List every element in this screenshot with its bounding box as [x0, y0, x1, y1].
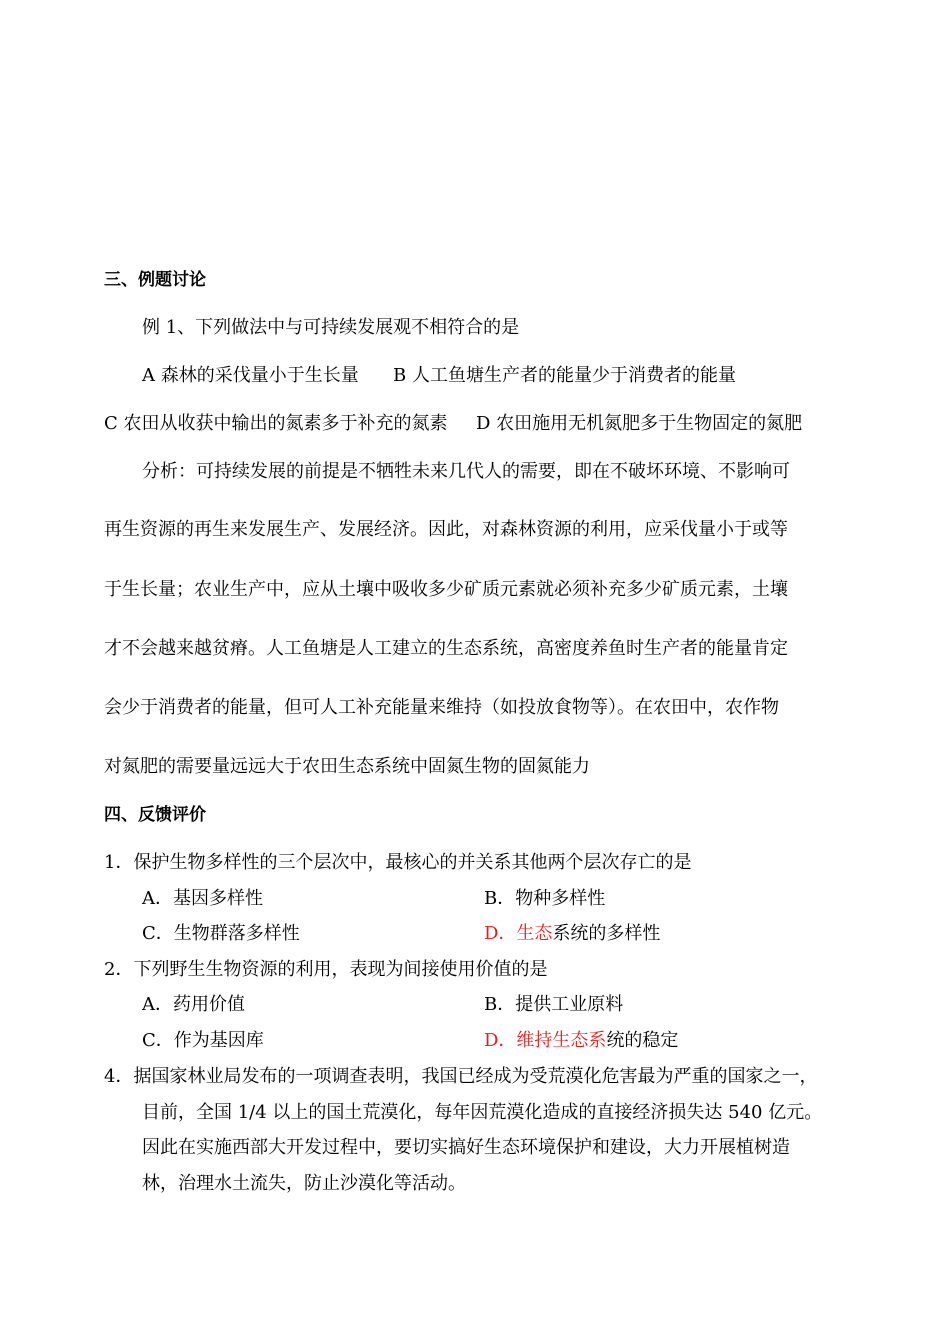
q2-option-d-rest: 统的稳定 [606, 1030, 679, 1051]
analysis-line: 对氮肥的需要量远远大于农田生态系统中固氮生物的固氮能力 [104, 756, 590, 777]
q2-option-d-highlight: D．维持生态系 [484, 1030, 607, 1051]
q1-option-c: C．生物群落多样性 [142, 923, 300, 944]
analysis-line: 分析：可持续发展的前提是不牺牲未来几代人的需要，即在不破坏环境、不影响可 [142, 461, 790, 482]
q2-option-c: C．作为基因库 [142, 1030, 264, 1051]
example-option-b: B 人工鱼塘生产者的能量少于消费者的能量 [393, 365, 736, 386]
q2-option-b: B．提供工业原料 [484, 994, 624, 1015]
analysis-line: 再生资源的再生来发展生产、发展经济。因此，对森林资源的利用，应采伐量小于或等 [104, 519, 788, 540]
q4-line: 林，治理水土流失，防止沙漠化等活动。 [142, 1173, 466, 1194]
example-title: 例 1、下列做法中与可持续发展观不相符合的是 [142, 317, 520, 338]
q1-stem: 1．保护生物多样性的三个层次中，最核心的并关系其他两个层次存亡的是 [104, 852, 692, 873]
q4-line: 目前，全国 1/4 以上的国土荒漠化，每年因荒漠化造成的直接经济损失达 540 亿元。 [142, 1102, 823, 1123]
q1-option-b: B．物种多样性 [484, 888, 606, 909]
q1-option-d-rest: 系统的多样性 [552, 923, 661, 944]
section3-heading: 三、例题讨论 [104, 270, 206, 290]
section4-heading: 四、反馈评价 [104, 805, 206, 825]
q2-option-a: A．药用价值 [142, 994, 245, 1015]
analysis-line: 才不会越来越贫瘠。人工鱼塘是人工建立的生态系统，高密度养鱼时生产者的能量肯定 [104, 638, 788, 659]
q4-line: 4．据国家林业局发布的一项调查表明，我国已经成为受荒漠化危害最为严重的国家之一， [104, 1066, 818, 1087]
q1-option-d [484, 922, 660, 946]
q2-stem: 2．下列野生生物资源的利用，表现为间接使用价值的是 [104, 959, 548, 980]
example-option-a: A 森林的采伐量小于生长量 [142, 365, 359, 386]
example-option-c: C 农田从收获中输出的氮素多于补充的氮素 [104, 413, 448, 434]
analysis-line: 会少于消费者的能量，但可人工补充能量来维持（如投放食物等）。在农田中，农作物 [104, 697, 779, 718]
q4-line: 因此在实施西部大开发过程中，要切实搞好生态环境保护和建设，大力开展植树造 [142, 1137, 790, 1158]
example-option-d: D 农田施用无机氮肥多于生物固定的氮肥 [476, 413, 803, 434]
q2-option-d [484, 1029, 678, 1053]
q1-option-d-highlight: D．生态 [484, 923, 553, 944]
analysis-line: 于生长量；农业生产中，应从土壤中吸收多少矿质元素就必须补充多少矿质元素，土壤 [104, 579, 788, 600]
q1-option-a: A．基因多样性 [142, 888, 263, 909]
